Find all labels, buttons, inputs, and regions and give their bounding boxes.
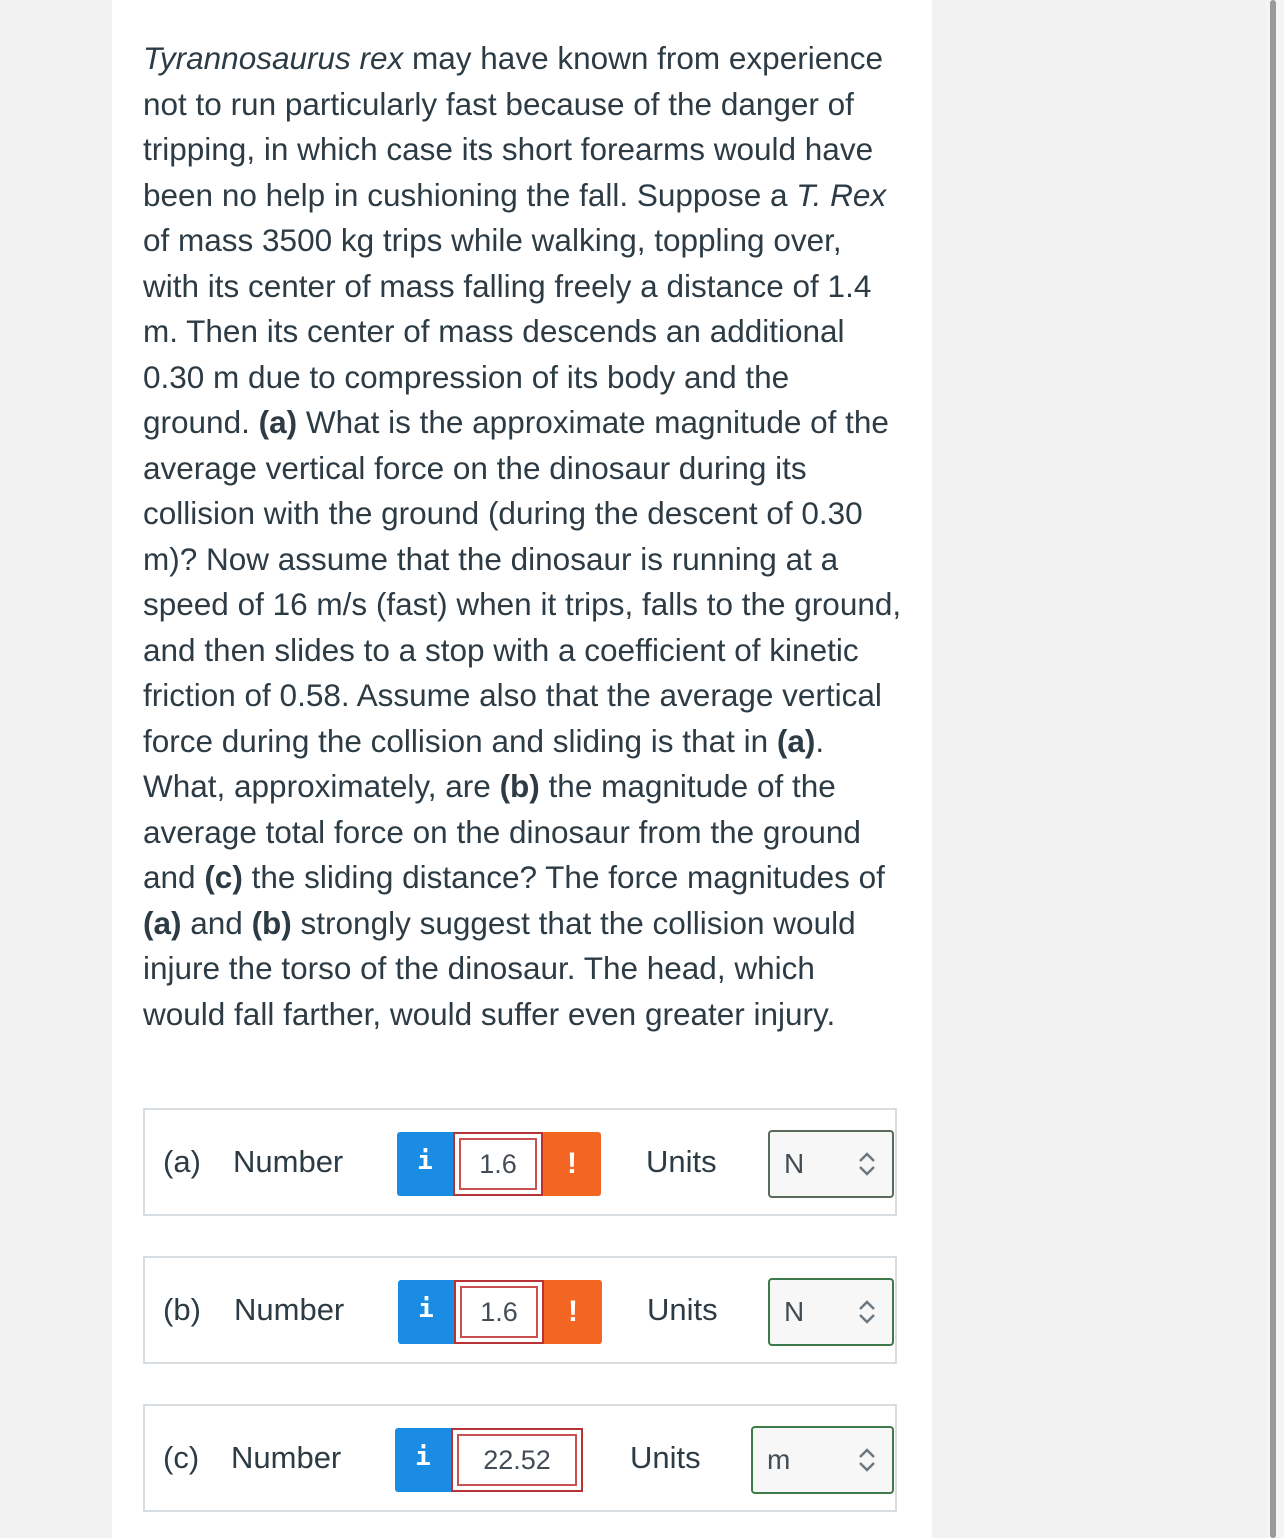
answer-input-b[interactable]	[454, 1280, 544, 1344]
species-name: Tyrannosaurus rex	[143, 40, 404, 76]
units-label: Units	[646, 1144, 717, 1179]
units-value: m	[767, 1444, 791, 1475]
answer-value[interactable]: 1.6	[460, 1286, 538, 1338]
part-label: (c)	[163, 1440, 200, 1475]
chevron-updown-icon	[856, 1445, 878, 1475]
units-value: N	[784, 1296, 805, 1327]
units-value: N	[784, 1148, 805, 1179]
part-label: (b)	[163, 1292, 201, 1327]
answer-input-c[interactable]	[451, 1428, 583, 1492]
answer-value[interactable]: 1.6	[459, 1138, 537, 1190]
units-select-b[interactable]	[768, 1278, 894, 1346]
number-label: Number	[234, 1292, 345, 1327]
answer-input-a[interactable]	[453, 1132, 543, 1196]
warning-icon[interactable]: !	[543, 1132, 601, 1196]
answer-row-c	[143, 1404, 897, 1512]
question-text: Tyrannosaurus rex may have known from experience not to run particularly fast because of the danger of tripping, in which case its short forearms would have been no help in cushioning the fall. Suppose a T. Rex of mass 3500 kg trips while walking, toppling over, with its center of mass falling freely a distance of 1.4 m. Then its center of mass descends an additional 0.30 m due to compression of its body and the ground. (a) What is the approximate magnitude of the average vertical force on the dinosaur during its collision with the ground (during the descent of 0.30 m)? Now assume that the dinosaur is running at a speed of 16 m/s (fast) when it trips, falls to the ground, and then slides to a stop with a coefficient of kinetic friction of 0.58. Assume also that the average vertical force during the collision and sliding is that in (a). What, approximately, are (b) the magnitude of the average total force on the dinosaur from the ground and (c) the sliding distance? The force magnitudes of (a) and (b) strongly suggest that the collision would injure the torso of the dinosaur. The head, which would fall farther, would suffer even greater injury.	[143, 40, 902, 1032]
number-label: Number	[233, 1144, 344, 1179]
answer-value[interactable]: 22.52	[457, 1434, 577, 1486]
units-label: Units	[647, 1292, 718, 1327]
info-icon[interactable]: i	[397, 1132, 453, 1196]
units-select-c[interactable]	[751, 1426, 894, 1494]
number-label: Number	[231, 1440, 342, 1475]
units-label: Units	[630, 1440, 701, 1475]
scrollbar-track[interactable]	[1266, 0, 1284, 1538]
info-icon[interactable]: i	[398, 1280, 454, 1344]
info-icon[interactable]: i	[395, 1428, 451, 1492]
answer-row-b	[143, 1256, 897, 1364]
species-abbrev: T. Rex	[796, 176, 887, 213]
answer-row-a	[143, 1108, 897, 1216]
part-label: (a)	[163, 1144, 201, 1179]
chevron-updown-icon	[856, 1149, 878, 1179]
warning-icon[interactable]: !	[544, 1280, 602, 1344]
question-panel	[112, 0, 932, 1538]
units-select-a[interactable]	[768, 1130, 894, 1198]
chevron-updown-icon	[856, 1297, 878, 1327]
scrollbar-thumb[interactable]	[1270, 0, 1276, 1538]
